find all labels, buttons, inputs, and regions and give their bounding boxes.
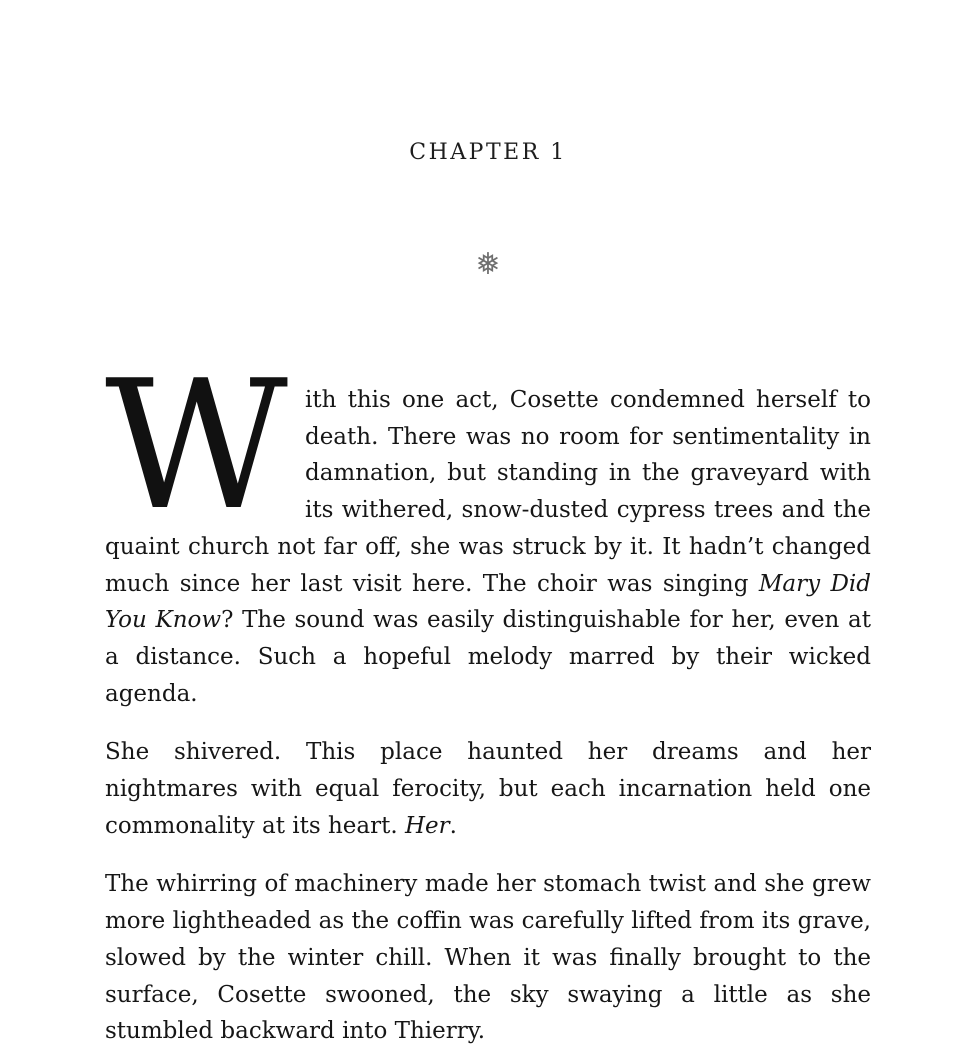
italic-text-segment: Mary Did You Know: [105, 570, 871, 634]
italic-text-segment: Her: [404, 812, 450, 839]
text-segment: She shivered. This place haunted her dreams and her nightmares with equal ferocity, but each incarnation held one commonality at its heart.: [105, 739, 871, 839]
paragraph: [105, 342, 872, 712]
paragraph: [105, 734, 871, 844]
text-segment: The whirring of machinery made her stomach twist and she grew more lightheaded as the coffin was carefully lifted from its grave, slowed by the winter chill. When it was finally brought to the surface, Cosette swooned, the sky swaying a little as she stumbled backward into Thierry.: [105, 871, 871, 1045]
text-segment: ? The sound was easily distinguishable for her, even at a distance. Such a hopeful melody marred by their wicked agenda.: [105, 607, 872, 707]
paragraph: [105, 866, 871, 1050]
chapter-heading: CHAPTER 1: [409, 140, 567, 165]
drop-cap: W: [105, 342, 288, 549]
chapter-body: [105, 342, 872, 1050]
text-segment: ith this one act, Cosette condemned herself to death. There was no room for sentimentality in damnation, but standing in the graveyard with its withered, snow-dusted cypress trees and the quaint church not far off, she was struck by it. It hadn’t changed much since her last visit here. The choir was singing: [105, 387, 871, 597]
snowflake-icon: ❅: [475, 247, 501, 282]
text-segment: .: [449, 812, 457, 839]
